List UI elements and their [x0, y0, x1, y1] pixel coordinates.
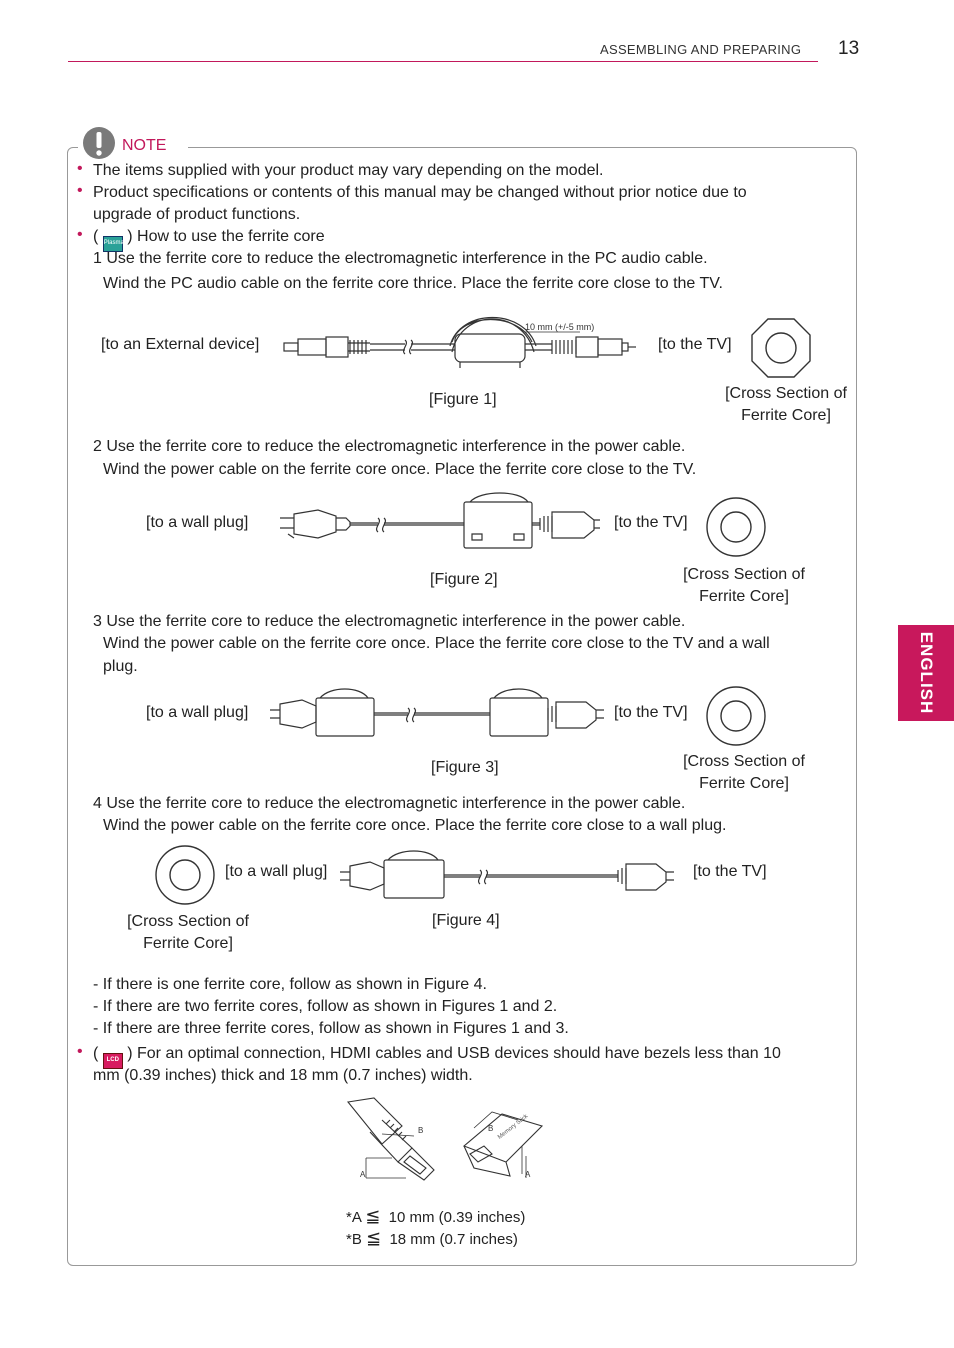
less-equal-symbol: ≦ [365, 1206, 381, 1226]
fig3-cross-section-icon [705, 685, 767, 747]
note-item-4-line1: ( LCD ) For an optimal connection, HDMI cables and USB devices should have bezels less than 10 [93, 1043, 781, 1069]
fig2-power-cable-drawing [278, 494, 602, 554]
note-label: NOTE [122, 137, 167, 154]
formula-a: *A ≦ 10 mm (0.39 inches) [346, 1206, 526, 1226]
fig3-cross-label: [Cross Section of Ferrite Core] [683, 753, 805, 792]
less-equal-symbol: ≦ [366, 1228, 382, 1248]
fig4-left-label: [to a wall plug] [225, 863, 328, 880]
page-number: 13 [838, 38, 860, 59]
hdmi-b-label: B [418, 1126, 424, 1135]
note-item-2-line2: upgrade of product functions. [93, 206, 301, 223]
usb-a-label: A [525, 1170, 531, 1179]
fig4-caption: [Figure 4] [432, 912, 500, 929]
bullet-dot: • [77, 182, 83, 199]
section-title: ASSEMBLING AND PREPARING [600, 42, 802, 57]
formula-b: *B ≦ 18 mm (0.7 inches) [346, 1228, 518, 1248]
step-4-line2: Wind the power cable on the ferrite core once. Place the ferrite core close to a wall plug. [103, 817, 727, 834]
bullet-dot: • [77, 1043, 83, 1060]
fig1-cross-section-icon [750, 317, 812, 379]
fig1-caption: [Figure 1] [429, 391, 497, 408]
note-item-4-line2: mm (0.39 inches) thick and 18 mm (0.7 inches) width. [93, 1067, 473, 1084]
fig2-left-label: [to a wall plug] [146, 514, 249, 531]
usb-b-label: B [488, 1124, 494, 1133]
dash-item-3: - If there are three ferrite cores, follow as shown in Figures 1 and 3. [93, 1020, 569, 1037]
fig2-caption: [Figure 2] [430, 571, 498, 588]
fig2-cross-label: [Cross Section of Ferrite Core] [683, 566, 805, 605]
dash-item-1: - If there is one ferrite core, follow as shown in Figure 4. [93, 976, 487, 993]
fig4-cross-section-icon [154, 844, 216, 906]
hdmi-usb-dimension-drawing [342, 1096, 552, 1192]
fig4-right-label: [to the TV] [693, 863, 767, 880]
bullet-dot: • [77, 160, 83, 177]
note-item-2-line1: Product specifications or contents of this manual may be changed without prior notice due to [93, 184, 747, 201]
note-item-1: The items supplied with your product may vary depending on the model. [93, 162, 604, 179]
fig3-power-cable-drawing [268, 684, 608, 744]
fig4-cross-label: [Cross Section of Ferrite Core] [127, 913, 249, 952]
fig3-left-label: [to a wall plug] [146, 704, 249, 721]
dash-item-2: - If there are two ferrite cores, follow as shown in Figures 1 and 2. [93, 998, 558, 1015]
fig1-right-label: [to the TV] [658, 336, 732, 353]
step-3-line3: plug. [103, 658, 138, 675]
fig3-right-label: [to the TV] [614, 704, 688, 721]
fig4-power-cable-drawing [338, 850, 684, 906]
hdmi-a-label: A [360, 1170, 366, 1179]
language-tab [898, 625, 954, 721]
fig1-dimension: 10 mm (+/-5 mm) [525, 322, 595, 332]
fig3-caption: [Figure 3] [431, 759, 499, 776]
note-item-4-text: ) For an optimal connection, HDMI cables and USB devices should have bezels less than 10 [127, 1045, 781, 1062]
step-2-line1: 2 Use the ferrite core to reduce the electromagnetic interference in the power cable. [93, 438, 686, 455]
fig2-cross-section-icon [705, 496, 767, 558]
fig2-right-label: [to the TV] [614, 514, 688, 531]
bullet-dot: • [77, 226, 83, 243]
header-rule [68, 61, 818, 62]
step-4-line1: 4 Use the ferrite core to reduce the electromagnetic interference in the power cable. [93, 795, 686, 812]
language-tab-label: ENGLISH [917, 631, 936, 715]
note-item-3: ( Plasma ) How to use the ferrite core [93, 226, 325, 252]
lcd-tv-icon: LCD [103, 1053, 123, 1069]
note-item-3-text: ) How to use the ferrite core [127, 228, 325, 245]
formula-a-value: 10 mm (0.39 inches) [388, 1209, 526, 1226]
step-1-line2: Wind the PC audio cable on the ferrite core thrice. Place the ferrite core close to the TV. [103, 275, 723, 292]
fig1-cross-label: [Cross Section of Ferrite Core] [725, 385, 847, 424]
plasma-tv-icon: Plasma [103, 236, 123, 252]
step-1-line1: 1 Use the ferrite core to reduce the electromagnetic interference in the PC audio cable. [93, 250, 708, 267]
step-3-line1: 3 Use the ferrite core to reduce the electromagnetic interference in the power cable. [93, 613, 686, 630]
usb-brand-text: Memory Stick [497, 1113, 530, 1141]
step-2-line2: Wind the power cable on the ferrite core once. Place the ferrite core close to the TV. [103, 461, 697, 478]
fig1-audio-cable-drawing [280, 312, 650, 382]
note-alert-icon [82, 126, 116, 160]
fig1-left-label: [to an External device] [101, 336, 260, 353]
step-3-line2: Wind the power cable on the ferrite core once. Place the ferrite core close to the TV and a wall [103, 635, 770, 652]
formula-b-value: 18 mm (0.7 inches) [389, 1231, 518, 1248]
